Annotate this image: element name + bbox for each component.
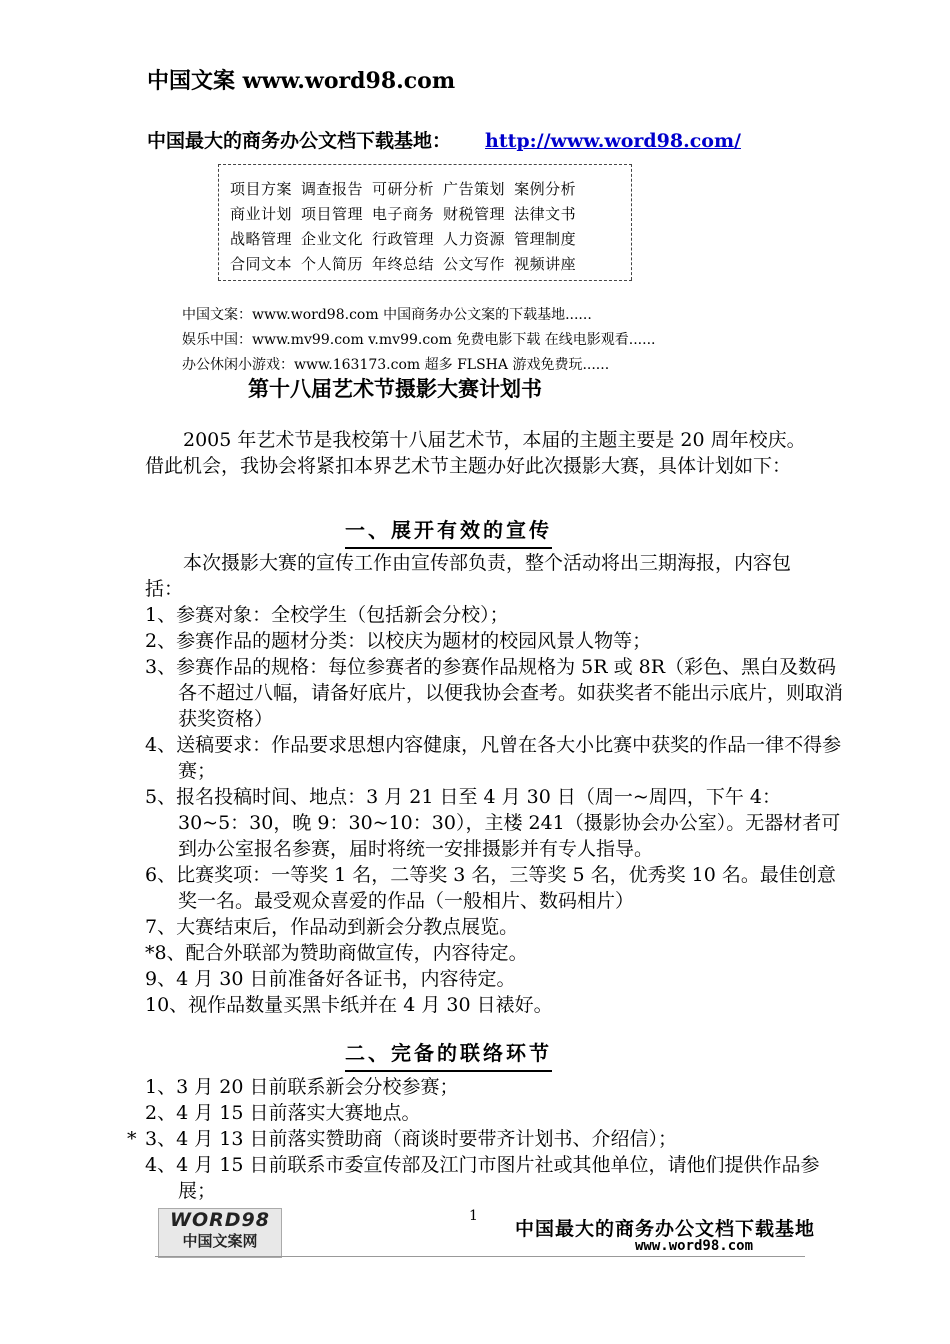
list-item: 3、4 月 13 日前落实赞助商（商谈时要带齐计划书、介绍信）；: [145, 1128, 677, 1150]
list-item: 3、参赛作品的规格：每位参赛者的参赛作品规格为 5R 或 8R（彩色、黑白及数码各不超过八幅，请备好底片，以便我协会查考。如获奖者不能出示底片，则取消获奖资格）: [145, 656, 844, 730]
category-link[interactable]: 调查报告: [301, 180, 364, 198]
category-link[interactable]: 商业计划: [230, 205, 293, 223]
footer-url[interactable]: www.word98.com: [635, 1238, 754, 1254]
list-item: 1、参赛对象：全校学生（包括新会分校）；: [145, 604, 509, 626]
category-link[interactable]: 合同文本: [230, 255, 293, 273]
section-heading: 二、完备的联络环节: [345, 1037, 552, 1072]
category-box: [218, 158, 632, 286]
category-link[interactable]: 案例分析: [514, 180, 577, 198]
document-title: 第十八届艺术节摄影大赛计划书: [248, 376, 542, 401]
footer-divider: [155, 1256, 805, 1257]
category-link[interactable]: 财税管理: [443, 205, 506, 223]
tagline: [147, 126, 741, 153]
category-link[interactable]: 项目方案: [230, 180, 293, 198]
category-link[interactable]: 人力资源: [443, 230, 506, 248]
list-item: *8、配合外联部为赞助商做宣传，内容待定。: [145, 942, 528, 964]
section-heading: 一、展开有效的宣传: [345, 514, 552, 549]
footer-logo: [158, 1208, 282, 1258]
category-box-top-border: [218, 164, 632, 165]
category-row: [230, 228, 585, 249]
list-item: 1、3 月 20 日前联系新会分校参赛；: [145, 1076, 459, 1098]
section-intro: 本次摄影大赛的宣传工作由宣传部负责，整个活动将出三期海报，内容包括：: [145, 552, 792, 600]
category-row: [230, 203, 585, 224]
promo-link[interactable]: 娱乐中国：www.mv99.com v.mv99.com 免费电影下载 在线电影观看......: [182, 332, 656, 348]
star-mark: *: [127, 1128, 137, 1150]
list-item: 4、送稿要求：作品要求思想内容健康，凡曾在各大小比赛中获奖的作品一律不得参赛；: [145, 734, 842, 782]
category-link[interactable]: 个人简历: [301, 255, 364, 273]
site-title: 中国文案 www.word98.com: [147, 68, 456, 94]
category-box-bottom-border: [218, 280, 632, 281]
category-link[interactable]: 年终总结: [372, 255, 435, 273]
category-link[interactable]: 电子商务: [372, 205, 435, 223]
category-link[interactable]: 行政管理: [372, 230, 435, 248]
tagline-text: 中国最大的商务办公文档下载基地：: [147, 130, 452, 152]
category-box-left-border: [218, 164, 219, 280]
list-item: 7、大赛结束后，作品动到新会分教点展览。: [145, 916, 519, 938]
category-link[interactable]: 广告策划: [443, 180, 506, 198]
promo-link[interactable]: 办公休闲小游戏：www.163173.com 超多 FLSHA 游戏免费玩......: [182, 357, 610, 373]
category-link[interactable]: 项目管理: [301, 205, 364, 223]
category-link[interactable]: 管理制度: [514, 230, 577, 248]
list-item: 10、视作品数量买黑卡纸并在 4 月 30 日裱好。: [145, 994, 553, 1016]
list-item: 5、报名投稿时间、地点：3 月 21 日至 4 月 30 日（周一~周四，下午 4：30~5：30，晚 9：30~10：30），主楼 241（摄影协会办公室）。无器材者可到办公室报名参赛，届时将统一安排摄影并有专人指导。: [145, 786, 841, 860]
list-item: 4、4 月 15 日前联系市委宣传部及江门市图片社或其他单位，请他们提供作品参展；: [145, 1154, 820, 1202]
category-box-right-border: [631, 164, 632, 280]
logo-subtitle: 中国文案网: [182, 1232, 258, 1250]
promo-link[interactable]: 中国文案：www.word98.com 中国商务办公文案的下载基地......: [182, 307, 592, 323]
tagline-link[interactable]: http://www.word98.com/: [485, 130, 741, 152]
footer-slogan: 中国最大的商务办公文档下载基地: [515, 1218, 816, 1240]
list-item: 6、比赛奖项：一等奖 1 名，二等奖 3 名，三等奖 5 名，优秀奖 10 名。最佳创意奖一名。最受观众喜爱的作品（一般相片、数码相片）: [145, 864, 836, 912]
category-link[interactable]: 企业文化: [301, 230, 364, 248]
category-link[interactable]: 视频讲座: [514, 255, 577, 273]
list-item: 2、参赛作品的题材分类：以校庆为题材的校园风景人物等；: [145, 630, 652, 652]
category-link[interactable]: 战略管理: [230, 230, 293, 248]
category-link[interactable]: 可研分析: [372, 180, 435, 198]
category-link[interactable]: 法律文书: [514, 205, 577, 223]
category-row: [230, 253, 585, 274]
category-row: [230, 178, 585, 199]
logo-wordmark: WORD98: [170, 1209, 270, 1231]
intro-paragraph: 2005 年艺术节是我校第十八届艺术节，本届的主题主要是 20 周年校庆。借此机会，我协会将紧扣本界艺术节主题办好此次摄影大赛，具体计划如下：: [145, 429, 806, 477]
list-item: 2、4 月 15 日前落实大赛地点。: [145, 1102, 421, 1124]
page-number: 1: [469, 1208, 478, 1224]
list-item: 9、4 月 30 日前准备好各证书，内容待定。: [145, 968, 516, 990]
category-link[interactable]: 公文写作: [443, 255, 506, 273]
